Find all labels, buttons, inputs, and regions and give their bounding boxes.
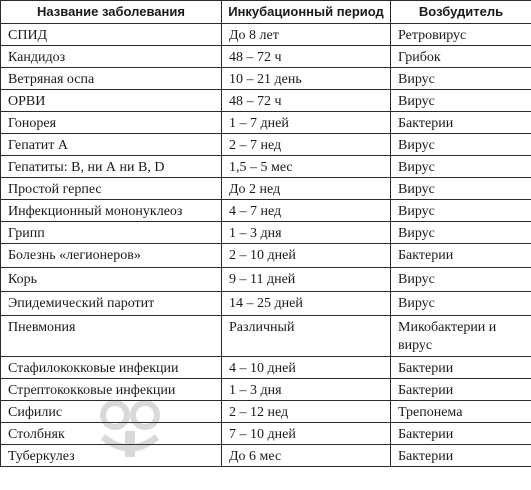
table-row [1,222,531,244]
cell-incubation: До 8 лет [222,24,391,46]
cell-disease: Ветряная оспа [1,68,222,90]
cell-pathogen: Вирус [391,200,531,222]
table-row [1,68,531,90]
table-row [1,112,531,134]
cell-incubation: 10 – 21 день [222,68,391,90]
cell-pathogen: Вирус [391,292,531,316]
table-row [1,24,531,46]
cell-disease: Грипп [1,222,222,244]
cell-incubation: 48 – 72 ч [222,46,391,68]
cell-incubation: Различный [222,316,391,357]
cell-disease: Гепатит А [1,134,222,156]
table-row [1,46,531,68]
cell-incubation: 7 – 10 дней [222,423,391,445]
cell-disease: Инфекционный мононуклеоз [1,200,222,222]
table-row [1,379,531,401]
table-row [1,357,531,379]
cell-disease: Корь [1,268,222,292]
cell-pathogen: Бактерии [391,112,531,134]
cell-incubation: 48 – 72 ч [222,90,391,112]
cell-incubation: 2 – 10 дней [222,244,391,268]
cell-incubation: 1 – 3 дня [222,222,391,244]
cell-disease: СПИД [1,24,222,46]
cell-disease: ОРВИ [1,90,222,112]
table-row [1,134,531,156]
table-row [1,90,531,112]
cell-disease: Эпидемический паротит [1,292,222,316]
cell-incubation: 14 – 25 дней [222,292,391,316]
cell-pathogen: Вирус [391,178,531,200]
cell-pathogen: Бактерии [391,379,531,401]
cell-disease: Гепатиты: В, ни А ни В, D [1,156,222,178]
table-row [1,423,531,445]
table-row [1,156,531,178]
cell-incubation: До 2 нед [222,178,391,200]
cell-incubation: До 6 мес [222,445,391,467]
cell-disease: Стафилококковые инфекции [1,357,222,379]
cell-pathogen: Вирус [391,222,531,244]
cell-incubation: 1 – 3 дня [222,379,391,401]
cell-pathogen: Вирус [391,68,531,90]
cell-pathogen: Вирус [391,90,531,112]
table-body [1,24,531,467]
cell-disease: Столбняк [1,423,222,445]
table-row [1,200,531,222]
cell-pathogen: Микобактерии и вирус [391,316,531,357]
cell-disease: Простой герпес [1,178,222,200]
header-disease: Название заболевания [1,1,222,24]
cell-pathogen: Вирус [391,268,531,292]
cell-pathogen: Грибок [391,46,531,68]
table-row [1,244,531,268]
header-incubation: Инкубационный период [222,1,391,24]
cell-incubation: 1,5 – 5 мес [222,156,391,178]
cell-incubation: 2 – 12 нед [222,401,391,423]
cell-disease: Стрептококковые инфекции [1,379,222,401]
cell-disease: Пневмония [1,316,222,357]
table-row [1,178,531,200]
header-pathogen: Возбудитель [391,1,531,24]
cell-pathogen: Вирус [391,134,531,156]
cell-disease: Сифилис [1,401,222,423]
cell-pathogen: Бактерии [391,244,531,268]
table-row [1,401,531,423]
table-row [1,268,531,292]
table-row [1,316,531,357]
cell-incubation: 4 – 10 дней [222,357,391,379]
cell-pathogen: Бактерии [391,423,531,445]
cell-disease: Туберкулез [1,445,222,467]
cell-incubation: 4 – 7 нед [222,200,391,222]
cell-disease: Гонорея [1,112,222,134]
header-row [1,1,531,24]
cell-pathogen: Бактерии [391,357,531,379]
cell-incubation: 1 – 7 дней [222,112,391,134]
cell-disease: Болезнь «легионеров» [1,244,222,268]
cell-pathogen: Вирус [391,156,531,178]
cell-incubation: 9 – 11 дней [222,268,391,292]
cell-disease: Кандидоз [1,46,222,68]
cell-pathogen: Трепонема [391,401,531,423]
table-row [1,445,531,467]
cell-incubation: 2 – 7 нед [222,134,391,156]
cell-pathogen: Бактерии [391,445,531,467]
table-row [1,292,531,316]
cell-pathogen: Ретровирус [391,24,531,46]
